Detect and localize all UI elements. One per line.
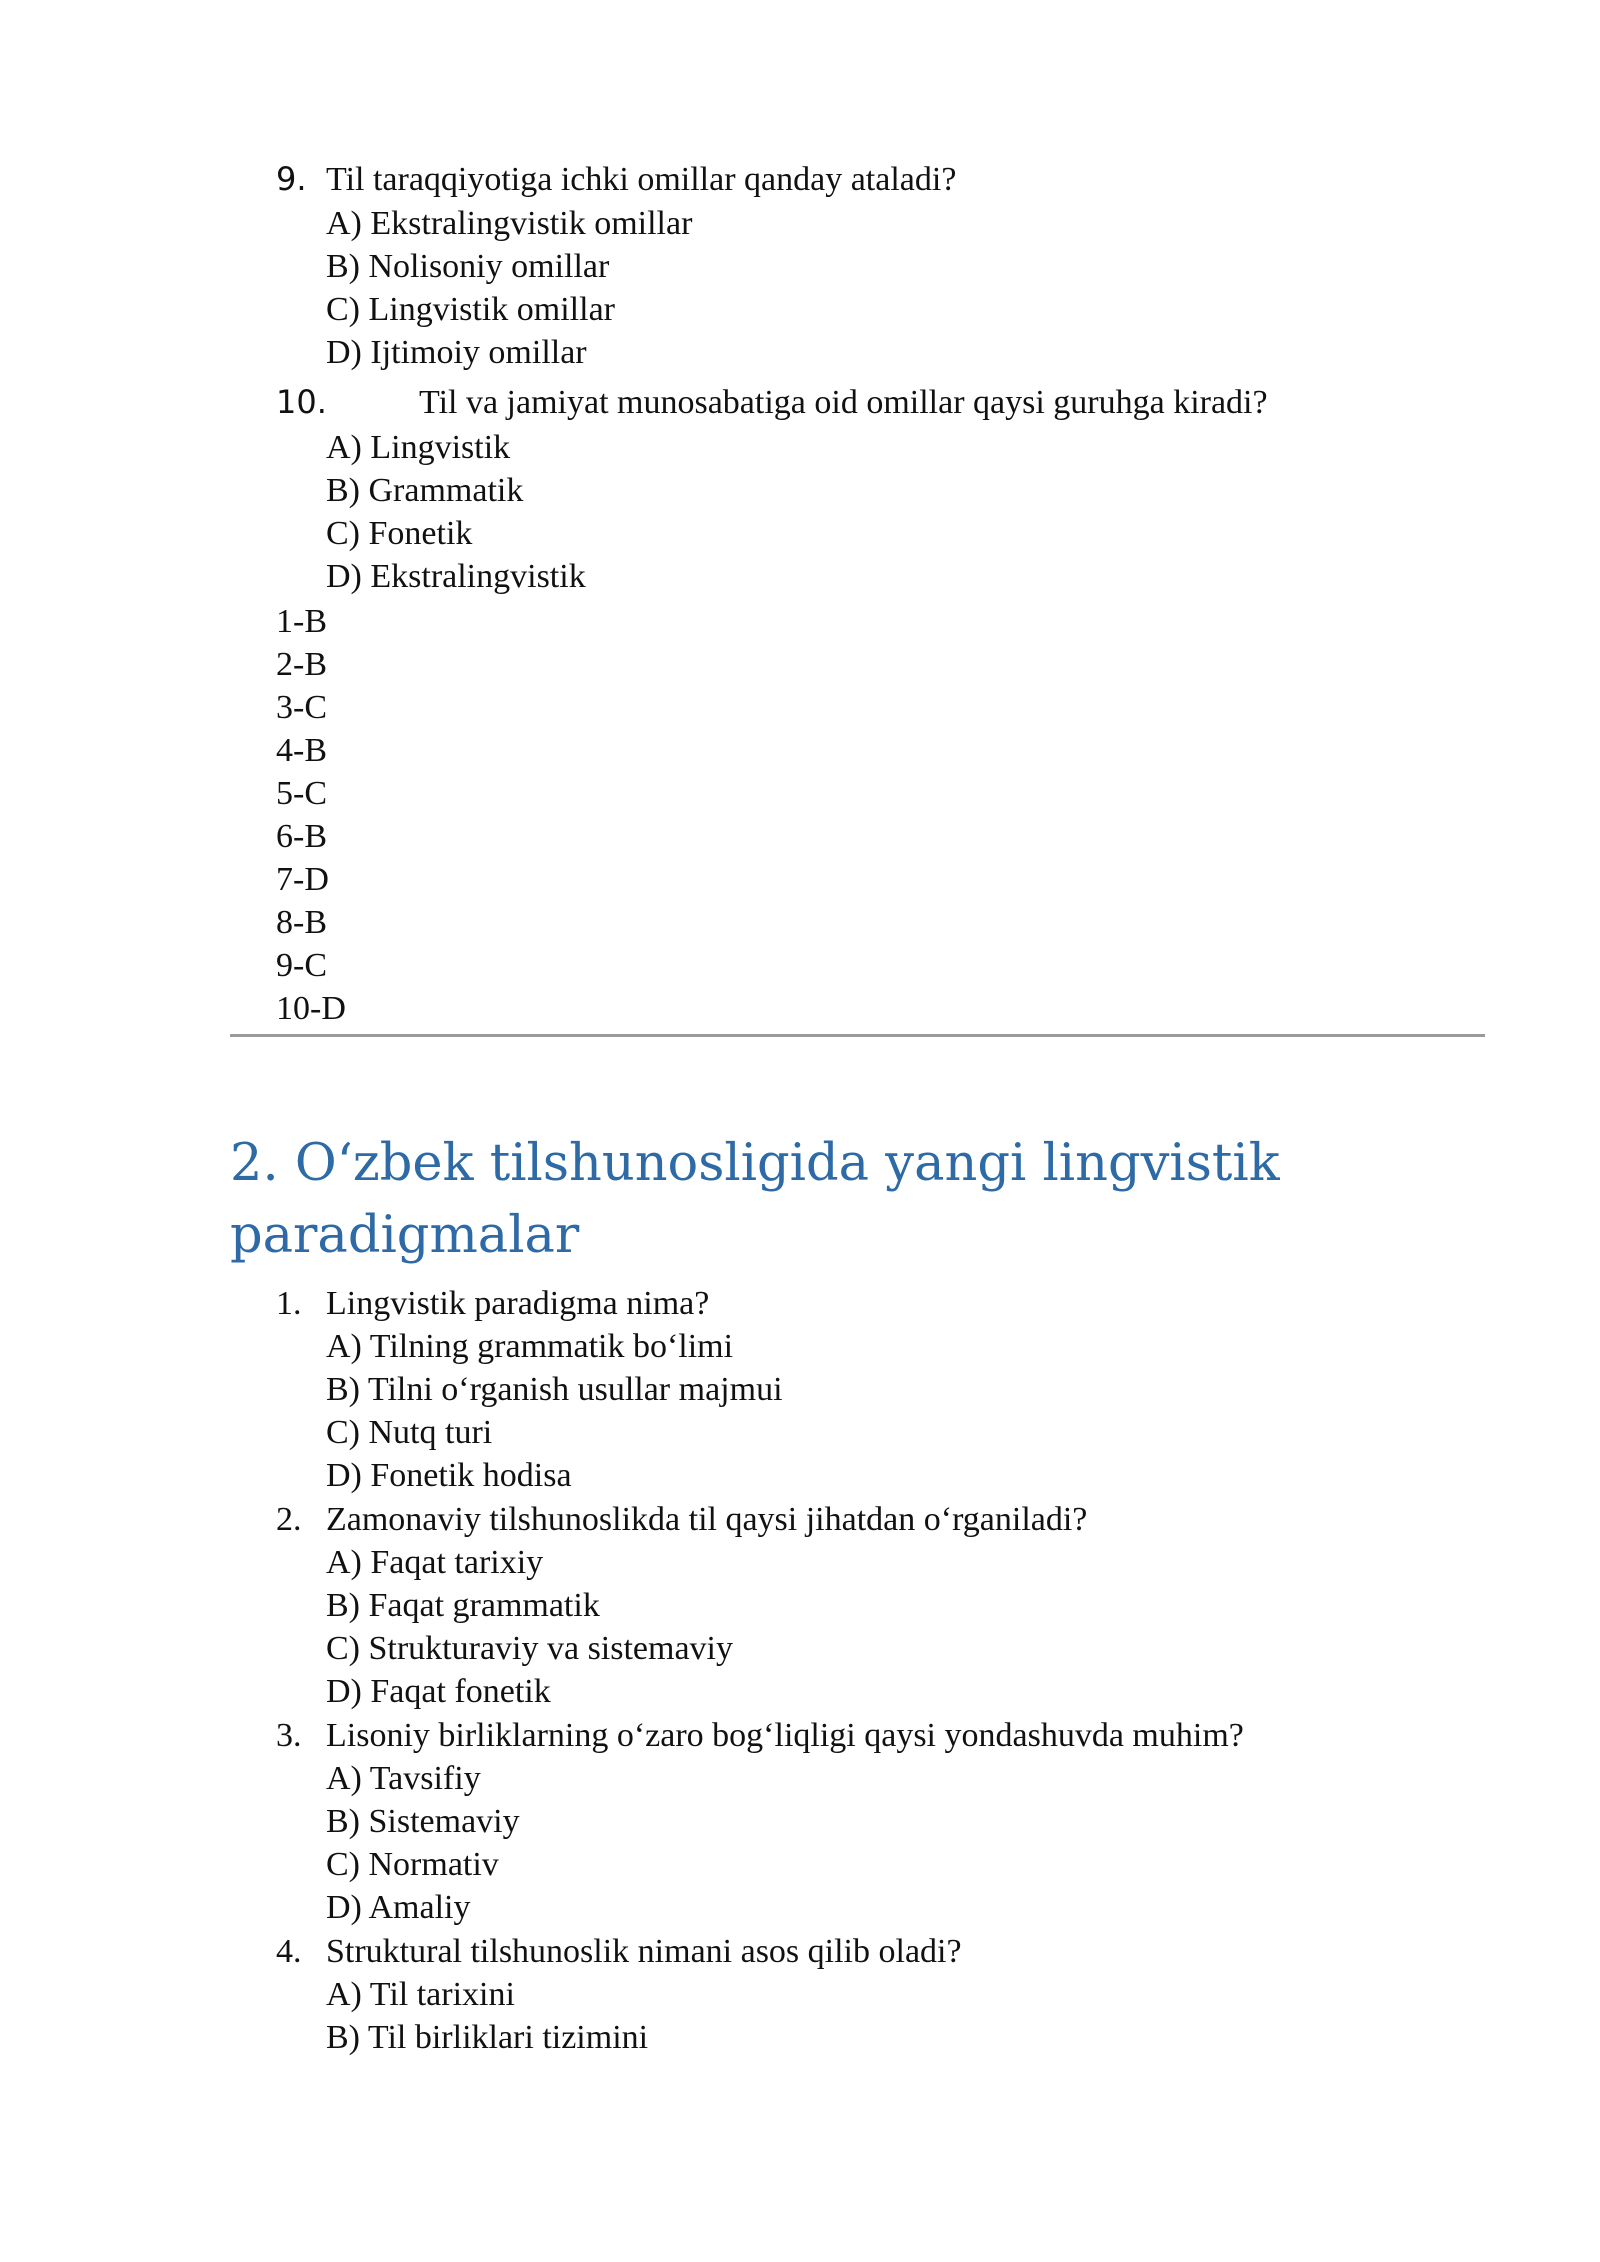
option-a: A) Til tarixini — [326, 1976, 515, 2013]
question-number: 1. — [276, 1285, 302, 1322]
option-b: B) Grammatik — [326, 472, 524, 509]
question-text: Lisoniy birliklarning o‘zaro bog‘liqligi qaysi yondashuvda muhim? — [326, 1717, 1244, 1754]
option-a: A) Faqat tarixiy — [326, 1544, 544, 1581]
question-text: Til va jamiyat munosabatiga oid omillar qaysi guruhga kiradi? — [419, 384, 1268, 421]
option-d: D) Faqat fonetik — [326, 1673, 551, 1710]
question-number: 4. — [276, 1933, 302, 1970]
answer-item: 1-B — [276, 603, 327, 640]
option-c: C) Strukturaviy va sistemaviy — [326, 1630, 734, 1667]
option-b: B) Sistemaviy — [326, 1803, 520, 1840]
option-d: D) Ijtimoiy omillar — [326, 334, 587, 371]
question-text: Til taraqqiyotiga ichki omillar qanday ataladi? — [326, 161, 957, 198]
answer-item: 2-B — [276, 646, 327, 683]
option-b: B) Faqat grammatik — [326, 1587, 600, 1624]
answer-item: 7-D — [276, 861, 329, 898]
option-a: A) Lingvistik — [326, 429, 511, 466]
option-d: D) Fonetik hodisa — [326, 1457, 572, 1494]
option-b: B) Tilni o‘rganish usullar majmui — [326, 1371, 783, 1408]
answer-item: 10-D — [276, 990, 346, 1027]
option-b: B) Nolisoniy omillar — [326, 248, 610, 285]
option-a: A) Tavsifiy — [326, 1760, 481, 1797]
answer-item: 4-B — [276, 732, 327, 769]
option-c: C) Lingvistik omillar — [326, 291, 615, 328]
answer-item: 9-C — [276, 947, 327, 984]
option-a: A) Ekstralingvistik omillar — [326, 205, 693, 242]
option-c: C) Normativ — [326, 1846, 499, 1883]
option-a: A) Tilning grammatik bo‘limi — [326, 1328, 734, 1365]
question-number: 9. — [276, 160, 307, 198]
option-c: C) Fonetik — [326, 515, 473, 552]
question-number: 10. — [276, 383, 327, 421]
question-number: 3. — [276, 1717, 302, 1754]
option-d: D) Amaliy — [326, 1889, 471, 1926]
answer-item: 6-B — [276, 818, 327, 855]
option-d: D) Ekstralingvistik — [326, 558, 586, 595]
question-text: Struktural tilshunoslik nimani asos qilib oladi? — [326, 1933, 962, 1970]
horizontal-divider — [230, 1034, 1485, 1037]
question-text: Zamonaviy tilshunoslikda til qaysi jihatdan o‘rganiladi? — [326, 1501, 1088, 1538]
option-b: B) Til birliklari tizimini — [326, 2019, 649, 2056]
option-c: C) Nutq turi — [326, 1414, 493, 1451]
section-heading: 2. O‘zbek tilshunosligida yangi lingvistik paradigmalar — [230, 1134, 1280, 1265]
question-text: Lingvistik paradigma nima? — [326, 1285, 710, 1322]
answer-item: 8-B — [276, 904, 327, 941]
answer-item: 5-C — [276, 775, 327, 812]
answer-item: 3-C — [276, 689, 327, 726]
question-number: 2. — [276, 1501, 302, 1538]
